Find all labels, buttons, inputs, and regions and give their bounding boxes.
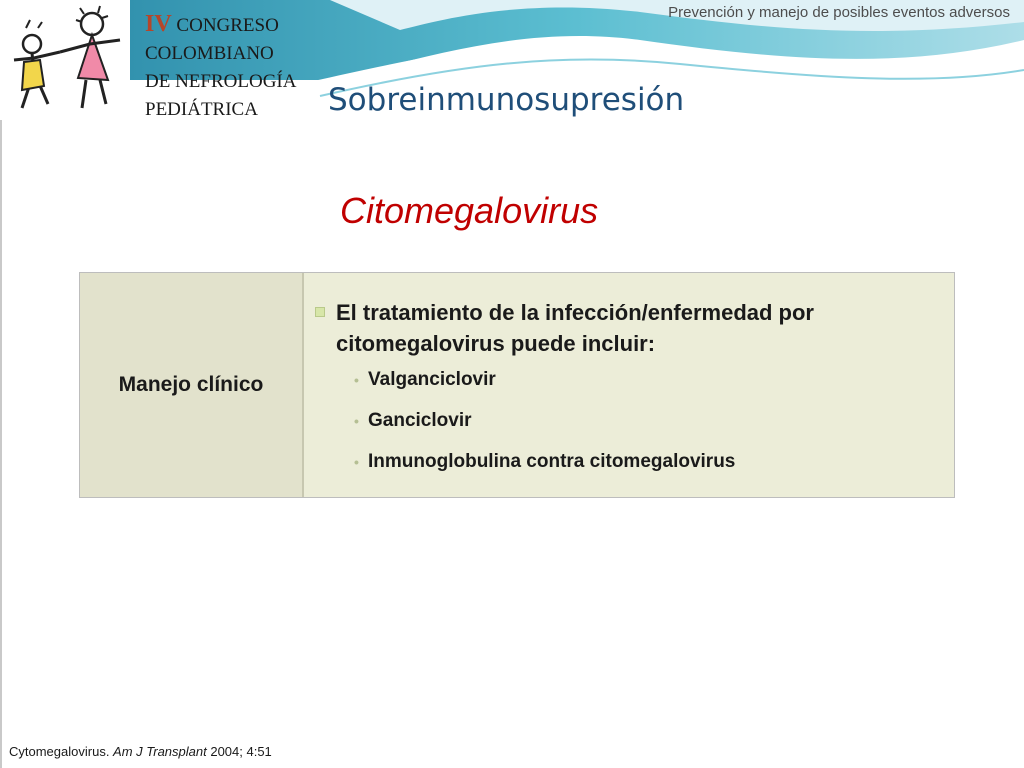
children-logo-icon (0, 0, 130, 120)
citation-prefix: Cytomegalovirus. (9, 744, 114, 759)
bullet-dot-icon: • (354, 372, 359, 388)
list-item (304, 410, 954, 432)
main-bullet-point (304, 297, 954, 359)
square-bullet-icon (315, 307, 325, 317)
list-item-text: Inmunoglobulina contra citomegalovirus (368, 451, 736, 472)
content-table (79, 272, 955, 498)
congress-line4: PEDIÁTRICA (145, 99, 258, 120)
congress-roman-numeral: IV (145, 11, 172, 37)
table-row-label: Manejo clínico (80, 273, 304, 497)
congress-line1: CONGRESO (176, 15, 279, 36)
congress-logo (0, 0, 130, 120)
citation-suffix: 2004; 4:51 (206, 744, 272, 759)
left-border-rule (0, 120, 2, 768)
list-item (304, 369, 954, 391)
list-item-text: Ganciclovir (368, 410, 472, 431)
bullet-dot-icon: • (354, 413, 359, 429)
list-item (304, 451, 954, 473)
congress-line2: COLOMBIANO (145, 43, 274, 64)
treatment-list (304, 369, 954, 473)
citation (9, 744, 272, 759)
section-heading: Citomegalovirus (340, 190, 599, 231)
congress-line3: DE NEFROLOGÍA (145, 71, 297, 92)
table-row-content (304, 273, 954, 497)
header-subtitle: Prevención y manejo de posibles eventos adversos (668, 4, 1010, 21)
bullet-dot-icon: • (354, 454, 359, 470)
slide-title: Sobreinmunosupresión (328, 82, 685, 118)
citation-journal: Am J Transplant (113, 744, 207, 759)
list-item-text: Valganciclovir (368, 369, 496, 390)
congress-name (145, 10, 296, 124)
main-point-text: El tratamiento de la infección/enfermedad por citomegalovirus puede incluir: (336, 300, 814, 356)
